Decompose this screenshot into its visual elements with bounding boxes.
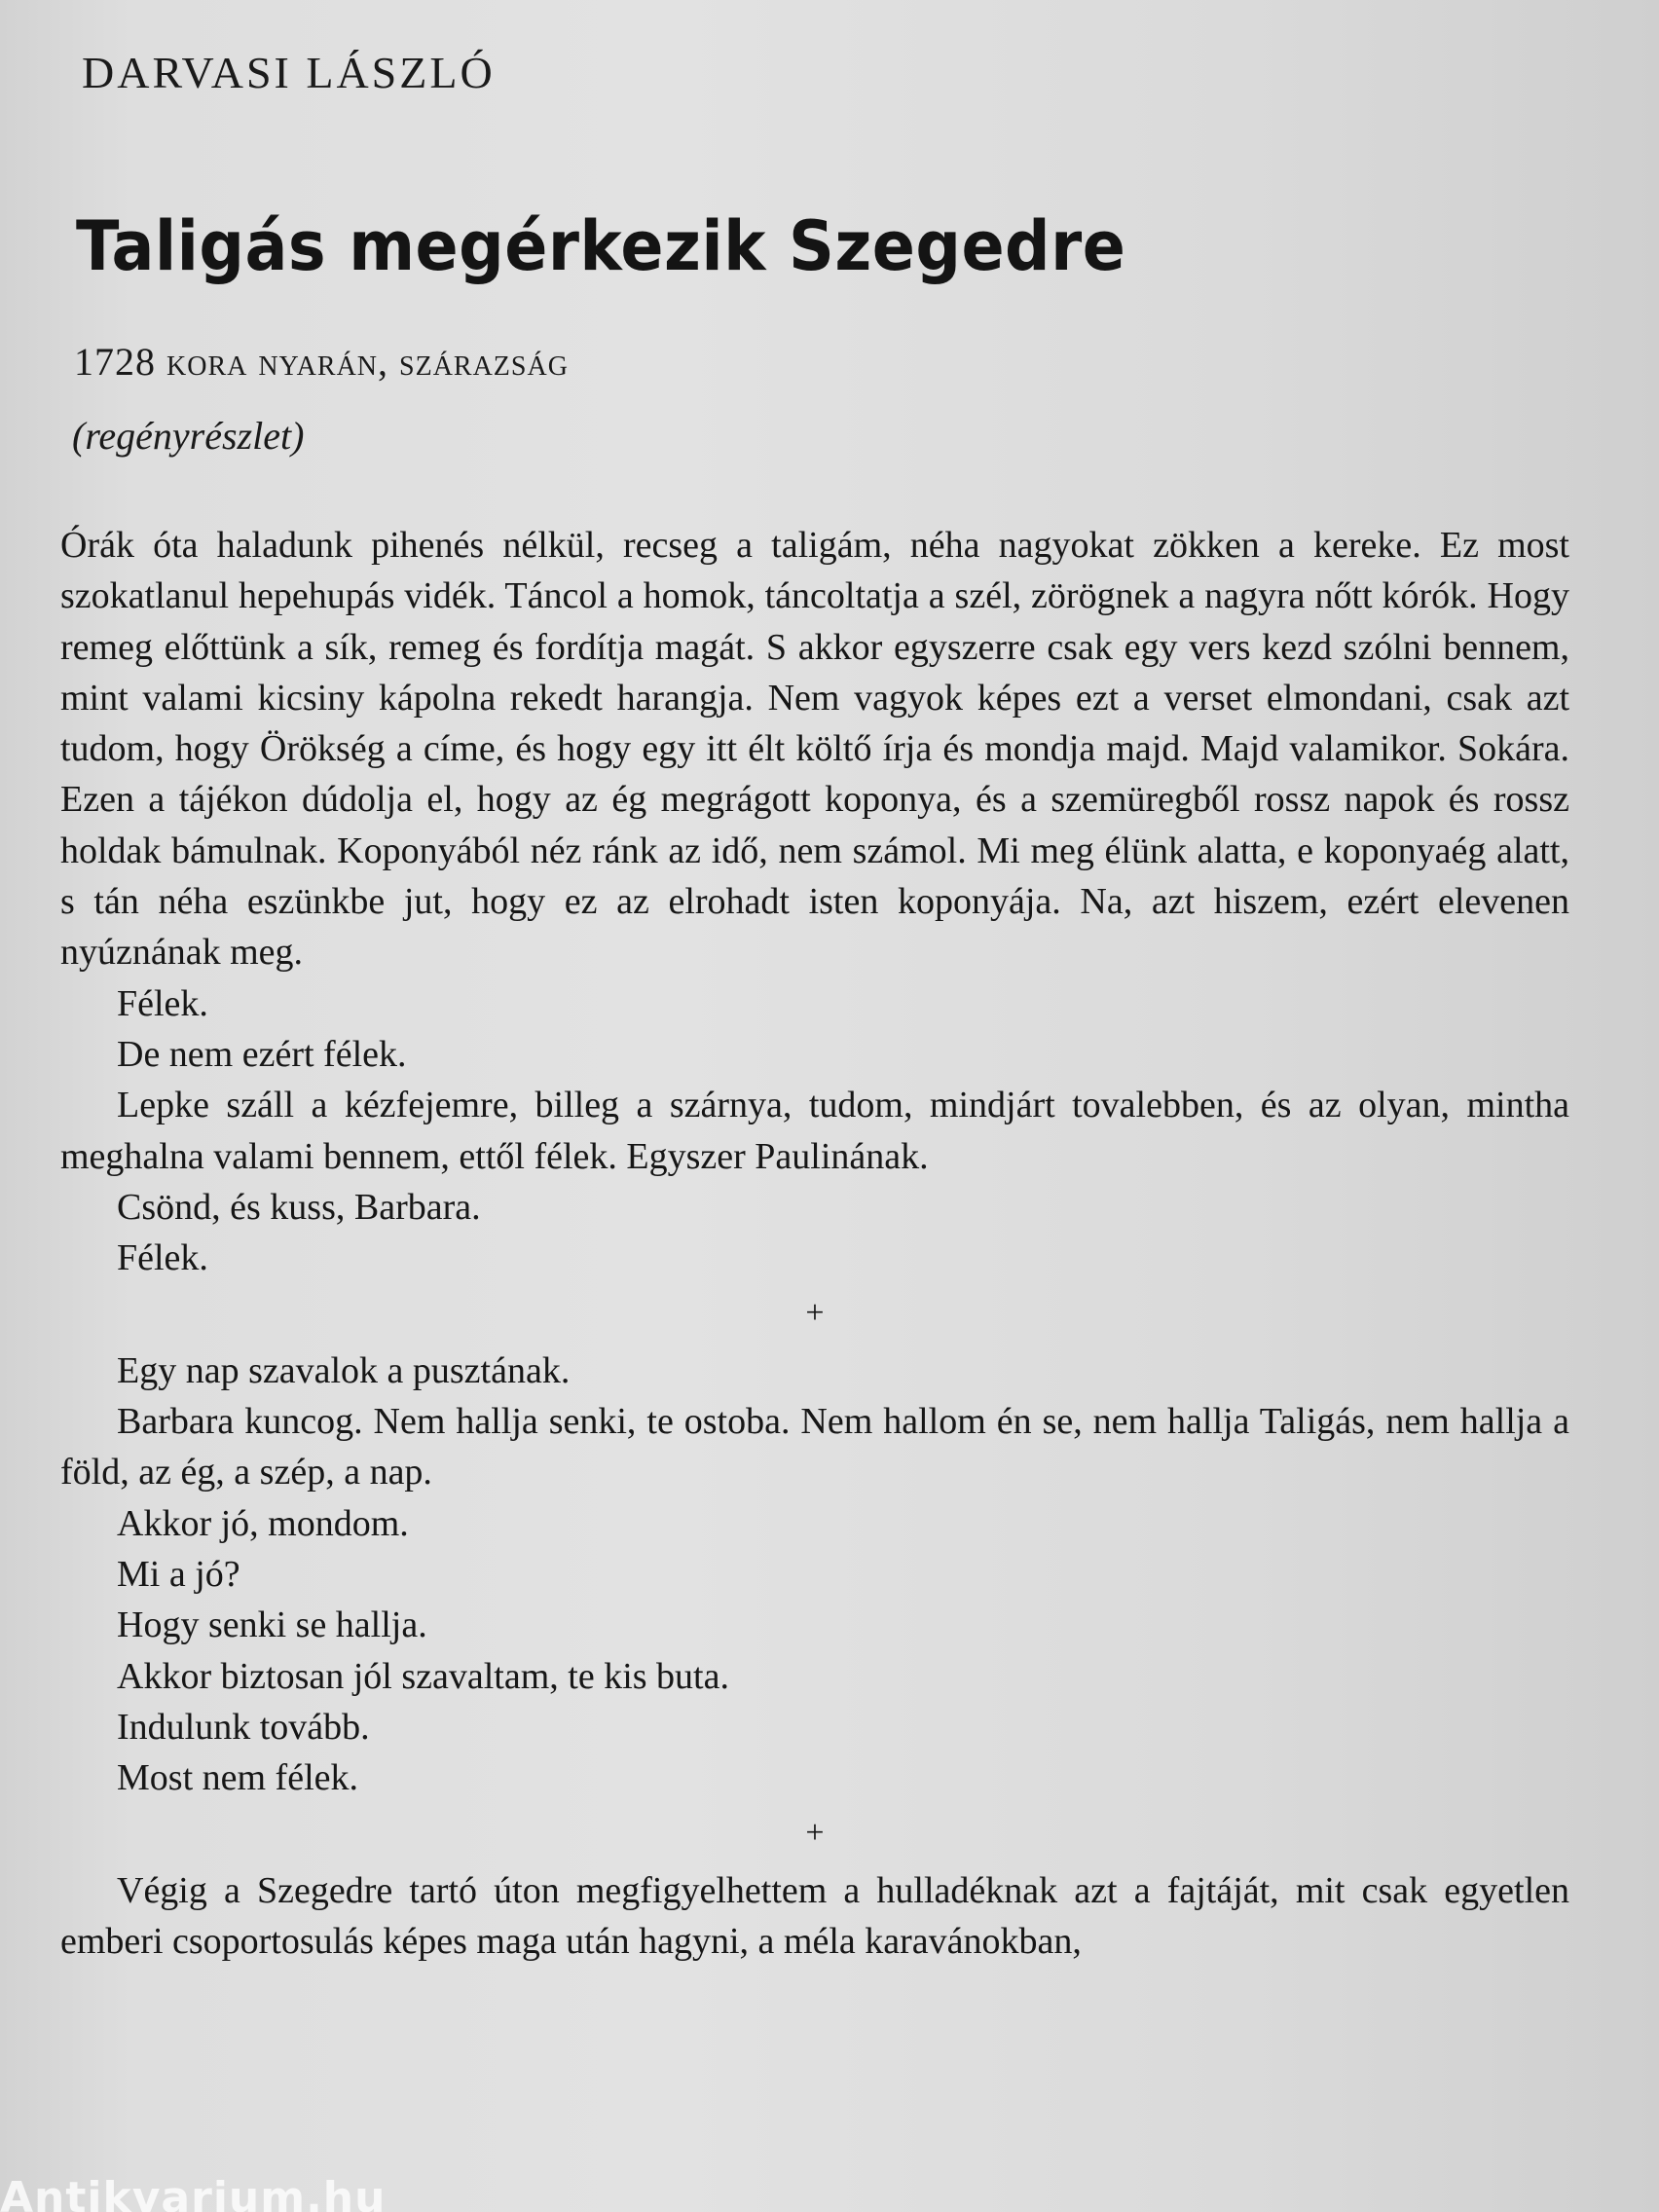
paragraph: Barbara kuncog. Nem hallja senki, te ostoba. Nem hallom én se, nem hallja Taligás, nem hallja a föld, az ég, a szép, a nap. — [60, 1401, 1569, 1493]
paragraph: Hogy senki se hallja. — [117, 1604, 427, 1646]
paragraph: Órák óta haladunk pihenés nélkül, recseg a taligám, néha nagyokat zökken a kereke. Ez most szokatlanul hepehupás vidék. Táncol a homok, táncoltatja a szél, zörögnek a nagyra nőtt kórók. Hogy remeg előttünk a sík, remeg és fordítja magát. S akkor egyszerre csak egy vers kezd szólni bennem, mint valami kicsiny kápolna rekedt harangja. Nem vagyok képes ezt a verset elmondani, csak azt tudom, hogy Örökség a címe, és hogy egy itt élt költő írja és mondja majd. Majd valamikor. Sokára. Ezen a tájékon dúdolja el, hogy az ég megrágott koponya, és a szemüregből rossz napok és rossz holdak bámulnak. Koponyából néz ránk az idő, nem számol. Mi meg élünk alatta, e koponyaég alatt, s tán néha eszünkbe jut, hogy ez az elrohadt isten koponyája. Na, azt hiszem, ezért elevenen nyúznának meg. — [60, 525, 1569, 974]
paragraph: Lepke száll a kézfejemre, billeg a szárnya, tudom, mindjárt tovalebben, és az olyan, mintha meghalna valami bennem, ettől félek. Egyszer Paulinának. — [60, 1085, 1569, 1177]
chapter-title: Taligás megérkezik Szegedre — [76, 206, 1126, 286]
paragraph: Akkor jó, mondom. — [117, 1502, 409, 1544]
paragraph: Csönd, és kuss, Barbara. — [117, 1186, 481, 1228]
paragraph: Akkor biztosan jól szavaltam, te kis buta. — [117, 1655, 729, 1697]
paragraph: Félek. — [117, 1237, 208, 1279]
paragraph: Egy nap szavalok a pusztának. — [117, 1349, 571, 1391]
paragraph: Mi a jó? — [117, 1553, 240, 1595]
paragraph: Indulunk tovább. — [117, 1706, 370, 1748]
genre-note: (regényrészlet) — [72, 414, 305, 458]
paragraph: De nem ezért félek. — [117, 1033, 407, 1075]
chapter-subtitle: 1728 kora nyarán, szárazság — [74, 340, 569, 384]
watermark: Antikvarium.hu — [0, 2173, 387, 2212]
paragraph: Most nem félek. — [117, 1757, 359, 1799]
body-text — [60, 520, 1569, 1967]
paragraph: Félek. — [117, 982, 208, 1024]
section-separator: + — [805, 1295, 825, 1332]
author-name: DARVASI LÁSZLÓ — [82, 48, 496, 97]
paragraph: Végig a Szegedre tartó úton megfigyelhettem a hulladéknak azt a fajtáját, mit csak egyetlen emberi csoportosulás képes maga után hagyni, a méla karavánokban, — [60, 1869, 1569, 1963]
section-separator: + — [805, 1815, 825, 1852]
